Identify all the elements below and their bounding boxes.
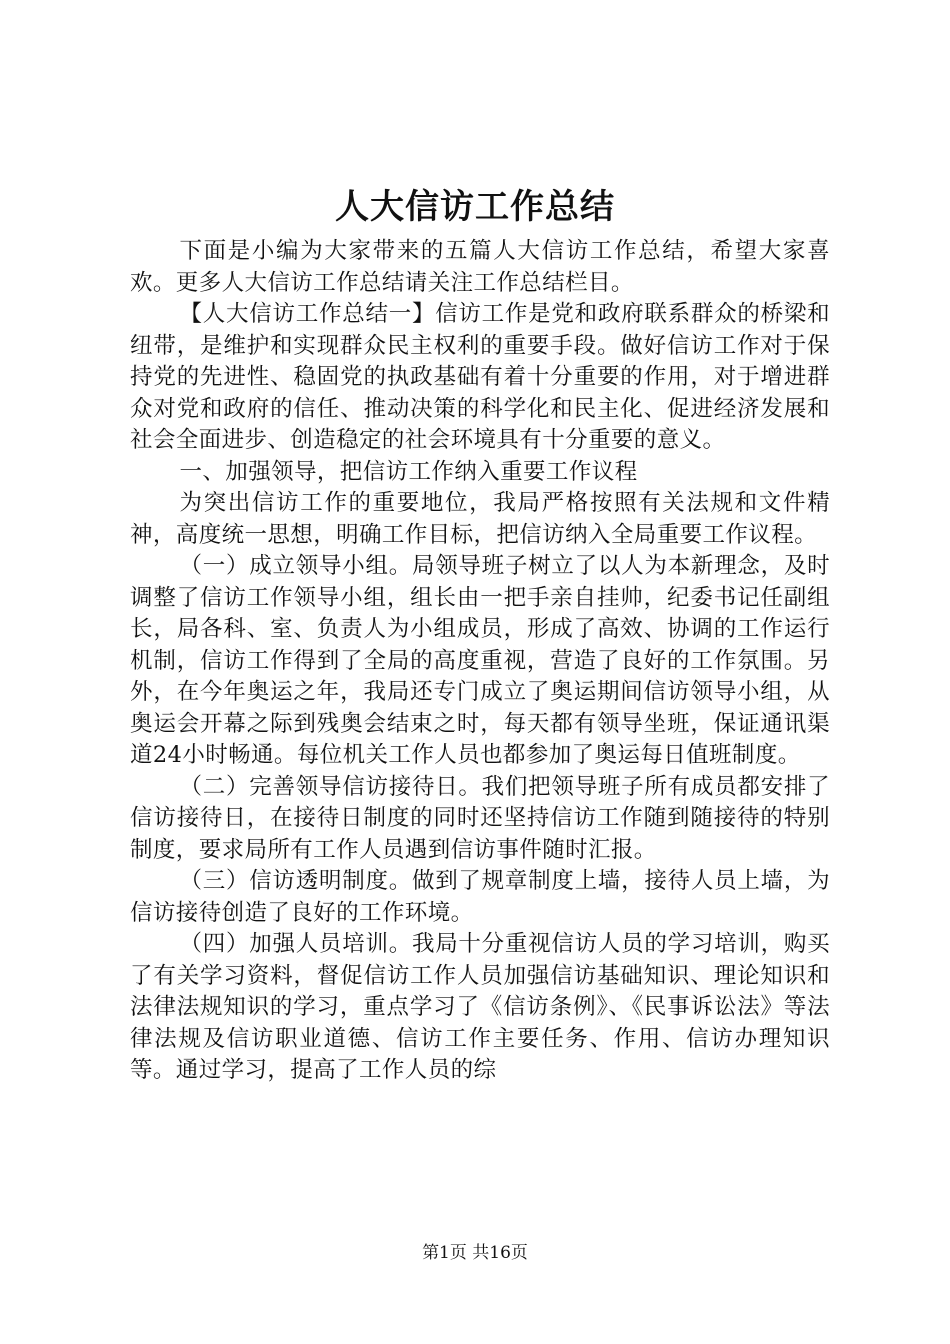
item-two-paragraph: （二）完善领导信访接待日。我们把领导班子所有成员都安排了信访接待日，在接待日制度的同时还坚持信访工作随到随接待的特别制度，要求局所有工作人员遇到信访事件随时汇报。 <box>130 773 830 863</box>
item-one-paragraph: （一）成立领导小组。局领导班子树立了以人为本新理念，及时调整了信访工作领导小组，组长由一把手亲自挂帅，纪委书记任副组长，局各科、室、负责人为小组成员，形成了高效、协调的工作运行机制，信访工作得到了全局的高度重视，营造了良好的工作氛围。另外，在今年奥运之年，我局还专门成立了奥运期间信访领导小组，从奥运会开幕之际到残奥会结束之时，每天都有领导坐班，保证通讯渠道24小时畅通。每位机关工作人员也都参加了奥运每日值班制度。 <box>130 553 830 768</box>
page-number-footer: 第1页 共16页 <box>422 1243 528 1263</box>
section-heading: 一、加强领导，把信访工作纳入重要工作议程 <box>179 458 638 485</box>
summary-one-paragraph: 【人大信访工作总结一】信访工作是党和政府联系群众的桥梁和纽带，是维护和实现群众民主权利的重要手段。做好信访工作对于保持党的先进性、稳固党的执政基础有着十分重要的作用，对于增进群众对党和政府的信任、推动决策的科学化和民主化、促进经济发展和社会全面进步、创造稳定的社会环境具有十分重要的意义。 <box>130 301 830 453</box>
section-intro-paragraph: 为突出信访工作的重要地位，我局严格按照有关法规和文件精神，高度统一思想，明确工作目标，把信访纳入全局重要工作议程。 <box>130 490 830 548</box>
document-body <box>130 236 830 1087</box>
document-title: 人大信访工作总结 <box>335 187 615 227</box>
item-four-paragraph: （四）加强人员培训。我局十分重视信访人员的学习培训，购买了有关学习资料，督促信访工作人员加强信访基础知识、理论知识和法律法规知识的学习，重点学习了《信访条例》、《民事诉讼法》等法律法规及信访职业道德、信访工作主要任务、作用、信访办理知识等。通过学习，提高了工作人员的综 <box>130 931 830 1083</box>
item-three-paragraph: （三）信访透明制度。做到了规章制度上墙，接待人员上墙，为信访接待创造了良好的工作环境。 <box>130 868 830 926</box>
intro-paragraph: 下面是小编为大家带来的五篇人大信访工作总结，希望大家喜欢。更多人大信访工作总结请关注工作总结栏目。 <box>130 238 830 296</box>
